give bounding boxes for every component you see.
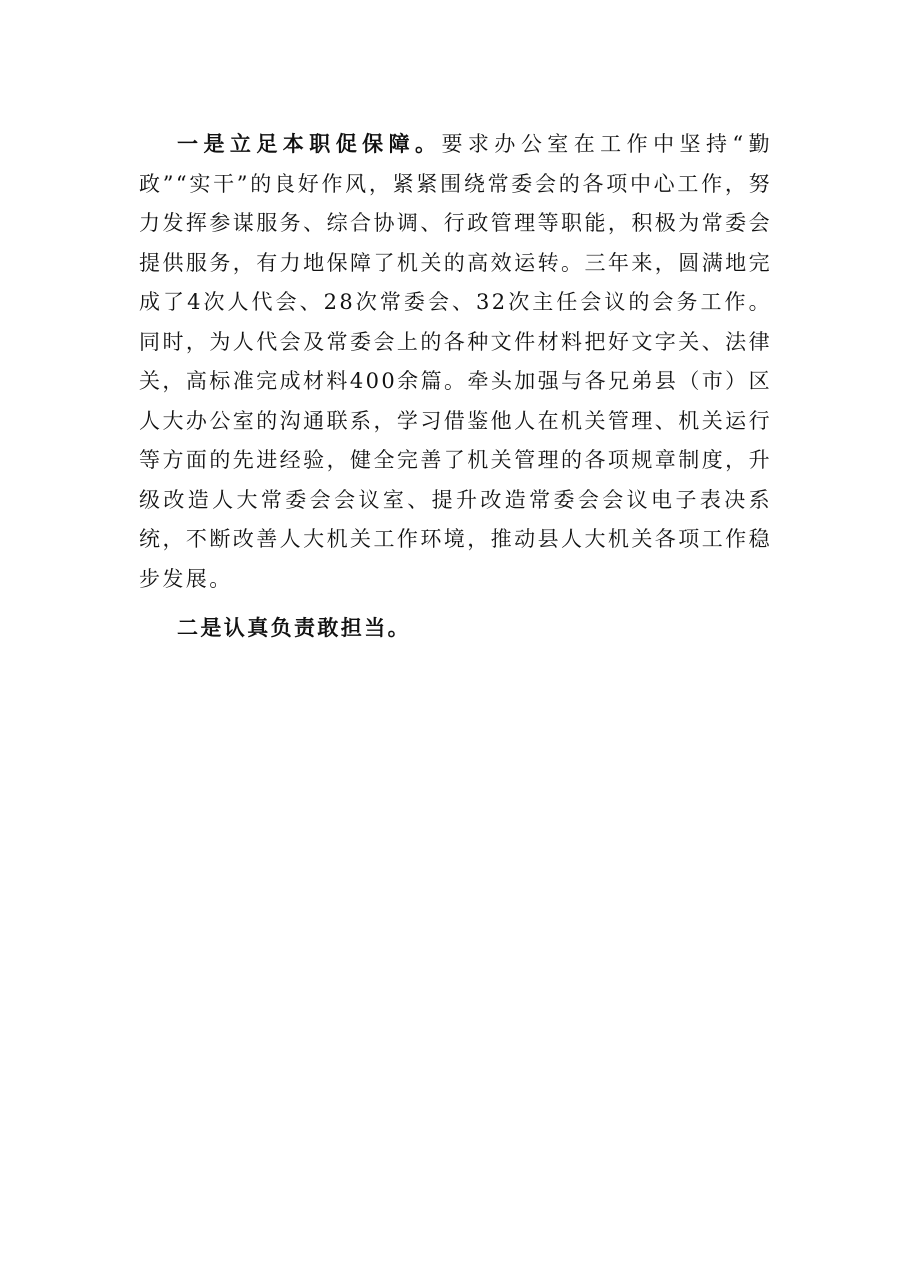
paragraph-1-text: 要求办公室在工作中坚持“勤政”“实干”的良好作风，紧紧围绕常委会的各项中心工作，努力发挥参谋服务、综合协调、行政管理等职能，积极为常委会提供服务，有力地保障了机关的高效运转。三年来，圆满地完成了4次人代会、28次常委会、32次主任会议的会务工作。同时，为人代会及常委会上的各种文件材料把好文字关、法律关，高标准完成材料400余篇。牵头加强与各兄弟县（市）区人大办公室的沟通联系，学习借鉴他人在机关管理、机关运行等方面的先进经验，健全完善了机关管理的各项规章制度，升级改造人大常委会会议室、提升改造常委会会议电子表决系统，不断改善人大机关工作环境，推动县人大机关各项工作稳步发展。 [139, 132, 772, 591]
paragraph-1-heading: 一是立足本职促保障。 [177, 131, 442, 156]
paragraph-1 [139, 124, 772, 599]
paragraph-2 [139, 608, 772, 649]
paragraph-2-heading: 二是认真负责敢担当。 [177, 615, 411, 640]
document-body [139, 124, 772, 649]
